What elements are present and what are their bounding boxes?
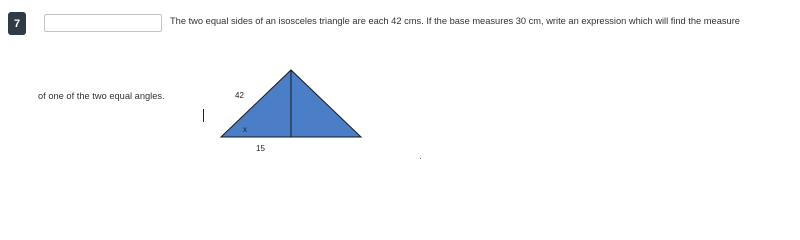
text-cursor [203,109,204,122]
triangle-figure [210,60,380,160]
question-text-line2: of one of the two equal angles. [38,91,165,101]
question-text-line1: The two equal sides of an isosceles triangle are each 42 cms. If the base measures 30 cm, write an expression which will find the measure [170,16,740,26]
angle-label: x [243,125,247,134]
stray-dot [420,158,421,159]
answer-input[interactable] [44,14,162,32]
half-base-label: 15 [256,144,265,153]
side-length-label: 42 [235,91,244,100]
triangle-diagram [210,60,380,160]
question-number-badge: 7 [8,12,26,35]
